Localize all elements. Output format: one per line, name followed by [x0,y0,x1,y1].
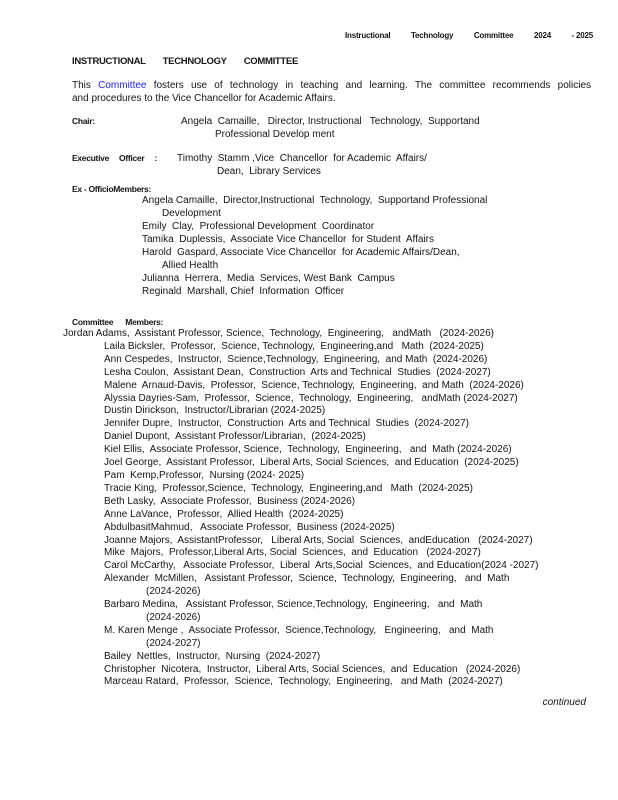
title-word: COMMITTEE [243,56,298,67]
header-word: Instructional [345,31,391,40]
executive-officer-line-1: Timothy Stamm ,Vice Chancellor for Academic Affairs/ [177,153,427,164]
ex-officio-line: Harold Gaspard, Associate Vice Chancellor for Academic Affairs/Dean, [142,246,460,258]
title-word: INSTRUCTIONAL [72,56,146,67]
member-line: Jordan Adams, Assistant Professor, Science, Technology, Engineering, andMath (2024-2026) [63,328,494,339]
ex-officio-line: Julianna Herrera, Media Services, West Bank Campus [142,272,395,284]
header-word: Committee [473,31,514,40]
executive-officer-line-2: Dean, Library Services [217,166,321,178]
member-line: AbdulbasitMahmud, Associate Professor, Business (2024-2025) [104,521,395,533]
member-line: Marceau Ratard, Professor, Science, Technology, Engineering, and Math (2024-2027) [104,676,503,688]
header-word: - 2025 [571,31,593,40]
member-line: (2024-2026) [146,611,201,623]
member-line: Daniel Dupont, Assistant Professor/Librarian, (2024-2025) [104,431,366,443]
ex-officio-line: Angela Camaille, Director,Instructional Technology, Supportand Professional [142,195,488,206]
member-line: Mike Majors, Professor,Liberal Arts, Social Sciences, and Education (2024-2027) [104,547,481,559]
member-line: Joanne Majors, AssistantProfessor, Liberal Arts, Social Sciences, andEducation (2024-2027) [104,534,533,546]
member-line: Barbaro Medina, Assistant Professor, Science,Technology, Engineering, and Math [104,599,483,611]
chair-label: Chair: [72,116,95,126]
member-line: Jennifer Dupre, Instructor, Construction Arts and Technical Studies (2024-2027) [104,418,470,430]
intro-text-before-link: This [72,80,99,91]
member-line: Alyssia Dayries-Sam, Professor, Science, Technology, Engineering, andMath (2024-2027) [104,392,518,404]
intro-line-2: and procedures to the Vice Chancellor for Academic Affairs. [72,93,336,105]
member-line: M. Karen Menge , Associate Professor, Science,Technology, Engineering, and Math [104,624,494,636]
ex-officio-line: Tamika Duplessis, Associate Vice Chancellor for Student Affairs [142,233,434,245]
ex-officio-line: Reginald Marshall, Chief Information Officer [142,285,345,297]
member-line: Malene Arnaud-Davis, Professor, Science, Technology, Engineering, and Math (2024-2026) [104,379,524,391]
committee-members-list [63,328,608,689]
ex-officio-list [72,195,572,299]
member-line: Joel George, Assistant Professor, Liberal Arts, Social Sciences, and Education (2024-2025) [104,457,519,469]
member-line: Kiel Ellis, Associate Professor, Science, Technology, Engineering, and Math (2024-2026) [104,444,512,456]
ex-officio-heading: Ex - OfficioMembers: [72,184,152,194]
intro-paragraph [72,79,591,105]
page-header-right [345,31,593,40]
continued-note: continued [542,697,586,708]
member-line: Lesha Coulon, Assistant Dean, Construction Arts and Technical Studies (2024-2027) [104,366,491,378]
document-title [72,56,298,67]
title-word: TECHNOLOGY [162,56,227,67]
member-line: Anne LaVance, Professor, Allied Health (2024-2025) [104,508,344,520]
member-line: Tracie King, Professor,Science, Technology, Engineering,and Math (2024-2025) [104,482,473,494]
committee-link[interactable]: Committee [98,80,147,91]
header-word: 2024 [533,31,551,40]
chair-value-line-2: Professional Develop ment [215,129,335,141]
ex-officio-line: Allied Health [162,259,219,271]
member-line: Laila Bicksler, Professor, Science, Technology, Engineering,and Math (2024-2025) [104,340,484,352]
member-line: Ann Cespedes, Instructor, Science,Technology, Engineering, and Math (2024-2026) [104,353,488,365]
header-word: Technology [410,31,454,40]
executive-officer-value [177,152,427,178]
member-line: Dustin Dirickson, Instructor/Librarian (2024-2025) [104,405,326,417]
member-line: Pam Kemp,Professor, Nursing (2024- 2025) [104,469,305,481]
member-line: Christopher Nicotera, Instructor, Liberal Arts, Social Sciences, and Education (2024-2026) [104,663,521,675]
member-line: (2024-2026) [146,586,201,598]
member-line: Bailey Nettles, Instructor, Nursing (2024-2027) [104,650,321,662]
member-line: Beth Lasky, Associate Professor, Business (2024-2026) [104,495,356,507]
intro-line-1 [72,79,591,92]
executive-officer-label: Executive Officer : [72,153,157,163]
member-line: Alexander McMillen, Assistant Professor, Science, Technology, Engineering, and Math [104,573,510,585]
member-line: (2024-2027) [146,637,201,649]
chair-value [181,115,480,141]
member-line: Carol McCarthy, Associate Professor, Liberal Arts,Social Sciences, and Education(2024 -2027) [104,560,539,572]
ex-officio-line: Emily Clay, Professional Development Coordinator [142,220,375,232]
committee-members-heading: Committee Members: [72,317,164,327]
ex-officio-line: Development [162,207,221,219]
chair-value-line-1: Angela Camaille, Director, Instructional Technology, Supportand [181,116,480,127]
intro-text-after-link: fosters use of technology in teaching and learning. The committee recommends policies [146,80,592,91]
